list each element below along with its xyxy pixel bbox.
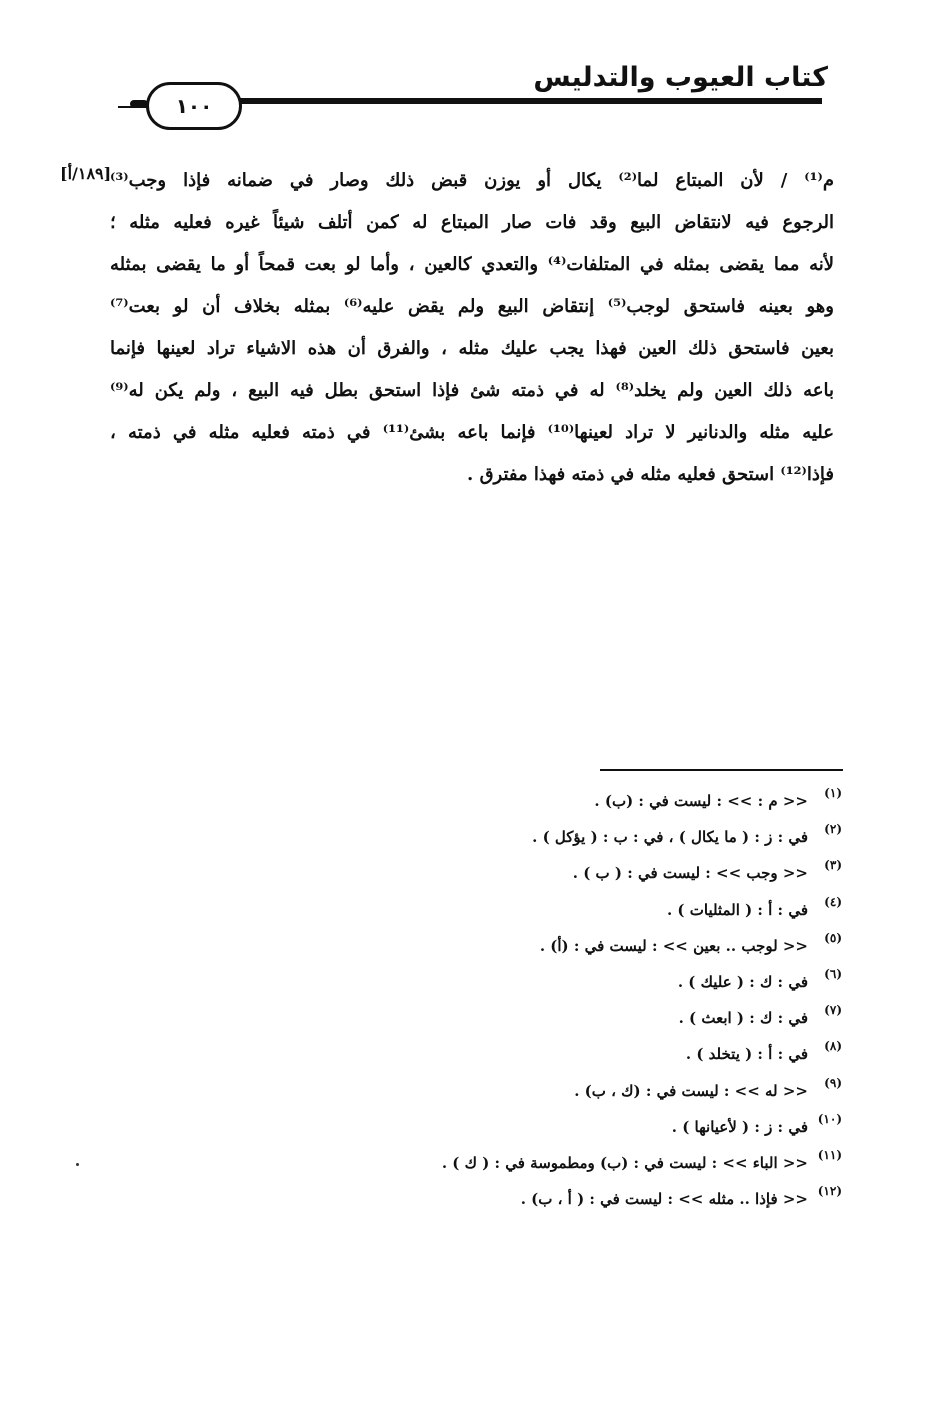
footnote-number: (٧) — [824, 1003, 842, 1018]
footnote-separator — [600, 769, 843, 771]
page-number: ١٠٠ — [175, 94, 213, 118]
footnote-item — [0, 966, 946, 1005]
footnote-item — [0, 930, 946, 969]
main-paragraph — [110, 160, 834, 496]
book-title: كتاب العيوب والتدليس — [533, 62, 828, 93]
footnote-item — [0, 894, 946, 933]
footnote-item — [0, 1041, 946, 1077]
page-number-badge — [146, 82, 242, 130]
footnote-number: (١) — [824, 786, 842, 800]
footnote-item — [0, 860, 946, 896]
footnote-number: (١٢) — [817, 1184, 842, 1199]
footnote-text: << فإذا .. مثله >> : ليست في : ( أ ، ب) . — [520, 1190, 808, 1209]
footnote-number: (٤) — [824, 894, 842, 909]
footnote-item — [0, 788, 946, 824]
footnote-text: في : أ : ( المثليات ) . — [666, 900, 808, 919]
footnote-text: في : أ : ( يتخلد ) . — [685, 1045, 808, 1064]
footnote-number: (٥) — [824, 930, 842, 945]
footnote-text: في : ك : ( ابعث ) . — [678, 1009, 808, 1028]
footnote-text: في : ك : ( عليك ) . — [677, 972, 808, 991]
footnote-number: (٨) — [824, 1039, 842, 1054]
text-line: عليه مثله والدنانير لا تراد لعينها⁽¹⁰⁾ فإنما باعه بشئ⁽¹¹⁾ في ذمته فعليه مثله في ذمته ، — [110, 422, 835, 443]
scan-speck — [76, 1163, 79, 1166]
footnote-number: (٩) — [824, 1075, 842, 1090]
text-line: م⁽¹⁾ / لأن المبتاع لما⁽²⁾ يكال أو يوزن قبض ذلك وصار في ضمانه فإذا وجب⁽³⁾ — [110, 170, 834, 191]
footnote-item — [0, 1111, 946, 1150]
footnote-item — [0, 1005, 946, 1041]
footnote-item — [0, 1186, 946, 1222]
footnote-text: في : ز : ( لأعيانها ) . — [671, 1117, 808, 1136]
footnote-number: (٣) — [824, 858, 842, 873]
footnote-number: (٦) — [824, 966, 842, 981]
footnote-item — [0, 1147, 946, 1186]
footnote-text: في : ز : ( ما يكال ) ، في : ب : ( يؤكل ) . — [532, 828, 808, 847]
footnote-number: (١١) — [817, 1147, 842, 1162]
footnote-number: (٢) — [824, 822, 842, 837]
margin-folio-reference: [١٨٩/أ] — [60, 164, 112, 183]
text-line: وهو بعينه فاستحق لوجب⁽⁵⁾ إنتقاض البيع ولم يقض عليه⁽⁶⁾ بمثله بخلاف أن لو بعت⁽⁷⁾ — [110, 296, 834, 317]
text-line: بعين فاستحق ذلك العين فهذا يجب عليك مثله ، والفرق أن هذه الاشياء تراد لعينها فإنما — [110, 338, 834, 359]
footnote-text: << لوجب .. بعين >> : ليست في : (أ) . — [539, 936, 808, 955]
text-line: الرجوع فيه لانتقاض البيع وقد فات صار المبتاع له كمن أتلف شيئاً غيره فعليه مثله ؛ — [110, 212, 834, 233]
text-line: لأنه مما يقضى بمثله في المتلفات⁽⁴⁾ والتعدي كالعين ، وأما لو بعت قمحاً أو ما يقضى بمثله — [110, 254, 834, 275]
footnote-text: << له >> : ليست في : (ك ، ب) . — [574, 1081, 808, 1100]
footnote-text: << م : >> : ليست في : (ب) . — [594, 792, 808, 810]
text-line: فإذا⁽¹²⁾ استحق فعليه مثله في ذمته فهذا مفترق . — [467, 464, 834, 485]
footnotes — [0, 788, 946, 1222]
footnote-text: << الباء >> : ليست في : (ب) ومطموسة في : ( ك ) . — [441, 1153, 808, 1172]
header-rule — [222, 98, 822, 104]
footnote-item — [0, 824, 946, 860]
footnote-text: << وجب >> : ليست في : ( ب ) . — [572, 864, 808, 883]
text-line: باعه ذلك العين ولم يخلد⁽⁸⁾ له في ذمته شئ فإذا استحق بطل فيه البيع ، ولم يكن له⁽⁹⁾ — [110, 380, 834, 401]
footnote-number: (١٠) — [817, 1111, 842, 1126]
footnote-item — [0, 1075, 946, 1114]
